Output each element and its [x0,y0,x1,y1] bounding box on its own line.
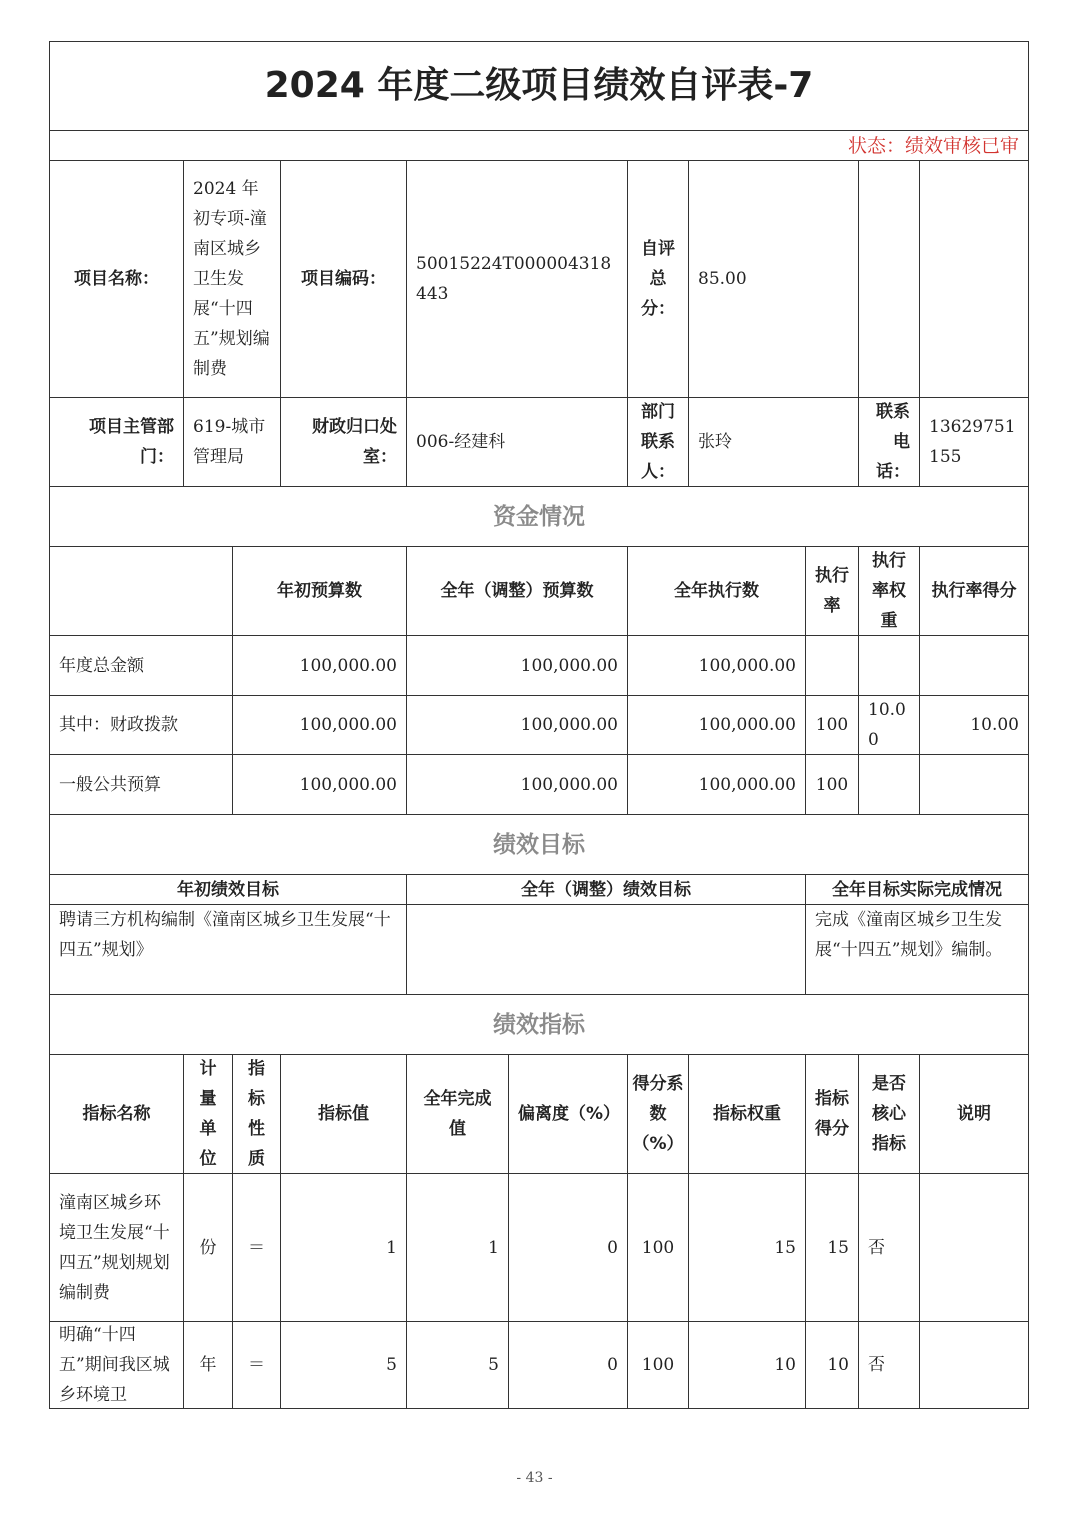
project-code-value: 50015224T000004318443 [406,160,628,398]
ind-row-name: 潼南区城乡环境卫生发展“十四五”规划规划编制费 [49,1173,184,1322]
funds-row-weight: 10.00 [858,695,920,755]
ind-row-value: 1 [280,1173,407,1322]
ind-row-nature: ＝ [232,1321,281,1409]
ind-row-completed: 1 [406,1173,509,1322]
funds-section-title: 资金情况 [49,486,1029,547]
project-name-value: 2024 年初专项-潼南区城乡卫生发展“十四五”规划编制费 [183,160,281,398]
funds-row-initial: 100,000.00 [232,695,407,755]
document-title: 2024 年度二级项目绩效自评表-7 [49,41,1029,131]
dept-label: 项目主管部门： [49,397,184,487]
ind-row-note [919,1173,1029,1322]
funds-row-name: 其中：财政拨款 [49,695,233,755]
funds-row-name: 一般公共预算 [49,754,233,815]
initial-goal-text: 聘请三方机构编制《潼南区城乡卫生发展“十四五”规划》 [49,904,407,995]
funds-row-adjusted: 100,000.00 [406,695,628,755]
goals-header-adjusted: 全年（调整）绩效目标 [406,874,806,905]
goals-header-initial: 年初绩效目标 [49,874,407,905]
funds-row-initial: 100,000.00 [232,635,407,696]
ind-row-coef: 100 [627,1173,689,1322]
ind-header-completed: 全年完成值 [406,1054,509,1174]
ind-row-value: 5 [280,1321,407,1409]
ind-row-unit: 年 [183,1321,233,1409]
ind-row-score: 10 [805,1321,859,1409]
finance-office-label: 财政归口处室： [280,397,407,487]
ind-header-coef: 得分系数（%） [627,1054,689,1174]
ind-header-deviation: 偏离度（%） [508,1054,628,1174]
funds-row-rate: 100 [805,754,859,815]
ind-header-weight: 指标权重 [688,1054,806,1174]
ind-row-score: 15 [805,1173,859,1322]
funds-row-name: 年度总金额 [49,635,233,696]
dept-value: 619-城市管理局 [183,397,281,487]
ind-header-value: 指标值 [280,1054,407,1174]
indicators-section-title: 绩效指标 [49,994,1029,1055]
ind-row-name: 明确“十四五”期间我区城乡环境卫 [49,1321,184,1409]
funds-row-rate: 100 [805,695,859,755]
funds-row-score: 10.00 [919,695,1029,755]
funds-header-executed: 全年执行数 [627,546,806,636]
phone-label: 联系电话： [858,397,920,487]
ind-header-note: 说明 [919,1054,1029,1174]
ind-row-weight: 15 [688,1173,806,1322]
funds-row-score [919,754,1029,815]
evaluation-table [49,41,1029,1409]
finance-office-value: 006-经建科 [406,397,628,487]
funds-row-executed: 100,000.00 [627,695,806,755]
ind-row-completed: 5 [406,1321,509,1409]
phone-value: 13629751155 [919,397,1029,487]
funds-row-executed: 100,000.00 [627,635,806,696]
ind-row-coef: 100 [627,1321,689,1409]
ind-row-core: 否 [858,1173,920,1322]
funds-row-weight [858,754,920,815]
project-code-label: 项目编码： [280,160,407,398]
funds-row-adjusted: 100,000.00 [406,754,628,815]
funds-header-blank [49,546,233,636]
funds-header-score: 执行率得分 [919,546,1029,636]
funds-header-rate: 执行率 [805,546,859,636]
ind-row-nature: ＝ [232,1173,281,1322]
funds-row-adjusted: 100,000.00 [406,635,628,696]
page-number: - 43 - [516,1470,553,1486]
ind-row-deviation: 0 [508,1173,628,1322]
funds-row-executed: 100,000.00 [627,754,806,815]
contact-label: 部门联系人： [627,397,689,487]
goals-header-actual: 全年目标实际完成情况 [805,874,1029,905]
goals-section-title: 绩效目标 [49,814,1029,875]
empty-cell [858,160,920,398]
self-score-value: 85.00 [688,160,859,398]
ind-row-note [919,1321,1029,1409]
status-badge: 状态：绩效审核已审 [49,130,1029,161]
adjusted-goal-text [406,904,806,995]
funds-row-rate [805,635,859,696]
ind-header-unit: 计量单位 [183,1054,233,1174]
ind-row-deviation: 0 [508,1321,628,1409]
funds-header-weight: 执行率权重 [858,546,920,636]
ind-row-unit: 份 [183,1173,233,1322]
funds-header-initial: 年初预算数 [232,546,407,636]
ind-header-name: 指标名称 [49,1054,184,1174]
funds-row-weight [858,635,920,696]
ind-header-core: 是否核心指标 [858,1054,920,1174]
ind-header-score: 指标得分 [805,1054,859,1174]
funds-row-score [919,635,1029,696]
ind-row-core: 否 [858,1321,920,1409]
ind-row-weight: 10 [688,1321,806,1409]
empty-cell [919,160,1029,398]
ind-header-nature: 指标性质 [232,1054,281,1174]
funds-header-adjusted: 全年（调整）预算数 [406,546,628,636]
actual-completion-text: 完成《潼南区城乡卫生发展“十四五”规划》编制。 [805,904,1029,995]
self-score-label: 自评总分： [627,160,689,398]
funds-row-initial: 100,000.00 [232,754,407,815]
contact-value: 张玲 [688,397,859,487]
project-name-label: 项目名称： [49,160,184,398]
